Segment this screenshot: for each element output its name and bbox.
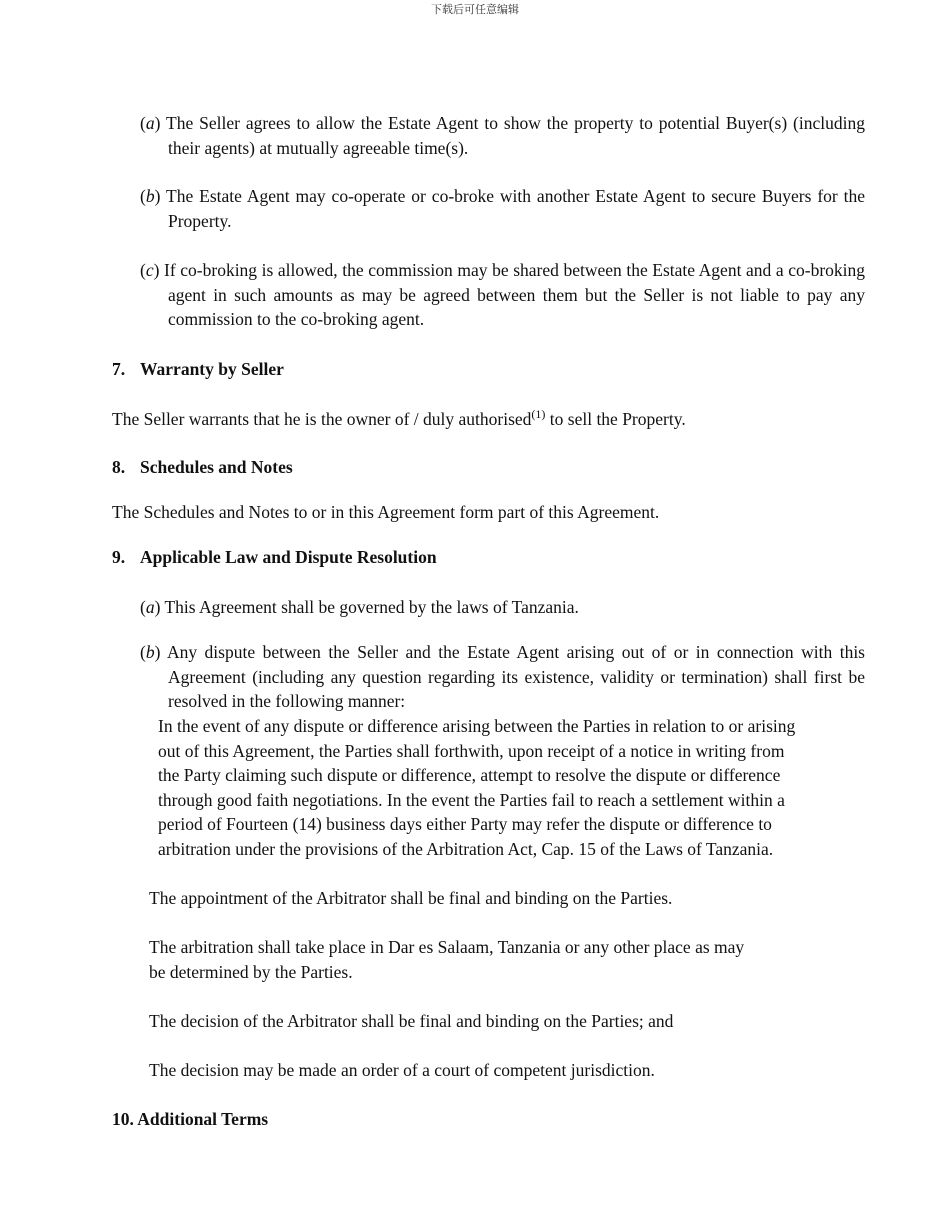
clause8-text: The Schedules and Notes to or in this Agreement form part of this Agreement. (112, 502, 660, 522)
clause6-item-b: (b) The Estate Agent may co-operate or co-broke with another Estate Agent to secure Buyers for the Property. (140, 186, 866, 231)
place-paragraph (149, 935, 829, 984)
item-text: Any dispute between the Seller and the Estate Agent arising out of or in connection with this Agreement (including any question regarding its existence, validity or termination) shall first be resolved in the following manner: (166, 642, 865, 712)
clause7-heading (112, 357, 284, 382)
item-text: If co-broking is allowed, the commission may be shared between the Estate Agent and a co-broking agent in such amounts as may be agreed between them but the Seller is not liable to pay any commission to the co-broking agent. (164, 260, 866, 330)
clause9-item-b: (b) Any dispute between the Seller and the Estate Agent arising out of or in connection with this Agreement (including any question regarding its existence, validity or termination) shall first be resolved in the following manner: (140, 642, 865, 712)
warranty-text-end: to sell the Property. (545, 409, 686, 429)
order-paragraph: The decision may be made an order of a court of competent jurisdiction. (149, 1060, 655, 1080)
item-label: a (145, 597, 155, 617)
clause-title: Additional Terms (137, 1109, 269, 1129)
text-line: period of Fourteen (14) business days either Party may refer the dispute or difference to (158, 814, 772, 835)
clause-title: Applicable Law and Dispute Resolution (140, 547, 437, 567)
item-text: The Seller agrees to allow the Estate Agent to show the property to potential Buyer(s) (including their agents) at mutually agreeable time(s). (166, 113, 865, 158)
clause7-text (112, 407, 837, 432)
decision-paragraph: The decision of the Arbitrator shall be final and binding on the Parties; and (149, 1011, 674, 1031)
clause-title: Warranty by Seller (140, 359, 284, 379)
clause-number: 7. (112, 359, 126, 379)
clause9-heading (112, 545, 437, 570)
watermark-header: 下载后可任意编辑 (431, 3, 519, 16)
clause6-item-c: (c) If co-broking is allowed, the commission may be shared between the Estate Agent and a co-broking agent in such amounts as may be agreed between them but the Seller is not liable to pay any commission to the co-broking agent. (140, 260, 866, 330)
text-line: arbitration under the provisions of the Arbitration Act, Cap. 15 of the Laws of Tanzania. (158, 838, 774, 859)
text-line: be determined by the Parties. (149, 961, 353, 982)
text-line: through good faith negotiations. In the event the Parties fail to reach a settlement within a (158, 789, 785, 810)
clause-number: 10. (112, 1109, 134, 1129)
item-text: The Estate Agent may co-operate or co-broke with another Estate Agent to secure Buyers for the Property. (166, 186, 866, 231)
footnote-marker: (1) (531, 407, 546, 421)
resolution-paragraph (158, 714, 838, 862)
item-label: b (145, 186, 155, 206)
text-line: In the event of any dispute or difference arising between the Parties in relation to or arising (158, 716, 796, 736)
clause6-item-a: (a) The Seller agrees to allow the Estate Agent to show the property to potential Buyer(s) (including their agents) at mutually agreeable time(s). (140, 113, 865, 158)
clause-number: 8. (112, 457, 126, 477)
item-label: b (145, 642, 155, 662)
text-line: out of this Agreement, the Parties shall forthwith, upon receipt of a notice in writing from (158, 740, 785, 761)
clause8-heading (112, 455, 293, 480)
appointment-paragraph: The appointment of the Arbitrator shall be final and binding on the Parties. (149, 888, 673, 908)
warranty-text: The Seller warrants that he is the owner of / duly authorised (112, 409, 532, 429)
clause-number: 9. (112, 547, 126, 567)
clause10-heading (112, 1107, 268, 1132)
clause-title: Schedules and Notes (140, 457, 293, 477)
text-line: The arbitration shall take place in Dar es Salaam, Tanzania or any other place as may (149, 937, 745, 957)
text-line: the Party claiming such dispute or difference, attempt to resolve the dispute or difference (158, 765, 781, 786)
item-label: a (145, 113, 155, 133)
item-label: c (145, 260, 154, 280)
item-text: This Agreement shall be governed by the laws of Tanzania. (164, 597, 579, 617)
clause9-item-a: (a) This Agreement shall be governed by the laws of Tanzania. (140, 597, 579, 617)
